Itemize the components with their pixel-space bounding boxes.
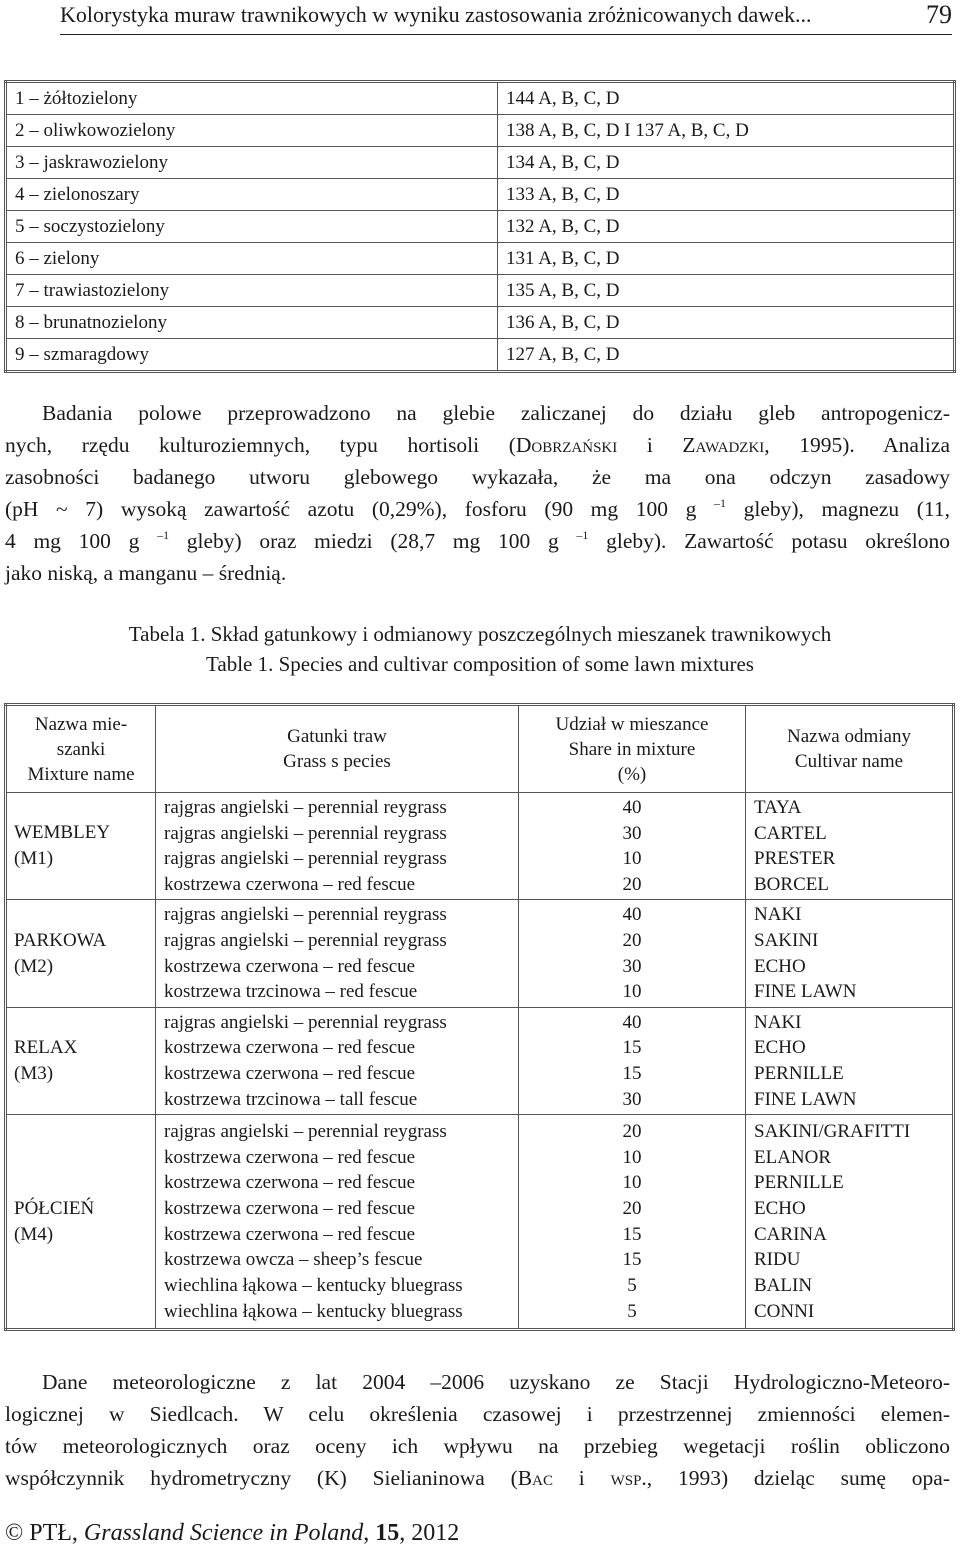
list-item: 20 <box>622 929 642 951</box>
header-share: Udział w mieszance Share in mixture (%) <box>519 705 746 793</box>
list-item: kostrzewa czerwona – red fescue <box>164 1223 416 1245</box>
color-code-cell: 144 A, B, C, D <box>498 82 955 115</box>
text-line: jako niską, a manganu – średnią. <box>5 561 287 585</box>
species-cell <box>156 1115 519 1330</box>
list-item: 10 <box>622 1146 642 1168</box>
color-name-cell: 9 – szmaragdowy <box>6 339 498 372</box>
text-line: współczynnik hydrometryczny (K) Sielianinowa (Bac i wsp., 1993) dzieląc sumę opa- <box>5 1466 950 1490</box>
list-item: kostrzewa czerwona – red fescue <box>164 955 416 977</box>
list-item: wiechlina łąkowa – kentucky bluegrass <box>164 1300 463 1322</box>
paragraph-meteo <box>5 1366 950 1494</box>
list-item: 15 <box>622 1249 642 1271</box>
mixture-row <box>6 793 954 900</box>
list-item: PERNILLE <box>754 1062 844 1084</box>
mixture-name-cell: PÓŁCIEŃ (M4) <box>6 1115 156 1330</box>
table-row <box>6 211 955 243</box>
mixture-table <box>4 703 955 1331</box>
species-cell <box>156 900 519 1007</box>
list-item: 20 <box>622 873 642 895</box>
list-item: kostrzewa trzcinowa – tall fescue <box>164 1088 418 1110</box>
text-line: logicznej w Siedlcach. W celu określenia czasowej i przestrzennej zmienności elemen- <box>5 1402 950 1426</box>
list-item: 10 <box>622 848 642 870</box>
table-header-row <box>6 705 954 793</box>
color-code-cell: 138 A, B, C, D I 137 A, B, C, D <box>498 115 955 147</box>
cultivar-cell <box>746 793 954 900</box>
list-item: kostrzewa czerwona – red fescue <box>164 1062 416 1084</box>
list-item: 40 <box>622 904 642 926</box>
running-title: Kolorystyka muraw trawnikowych w wyniku zastosowania zróżnicowanych dawek... <box>60 2 812 27</box>
list-item: SAKINI <box>754 929 819 951</box>
species-cell <box>156 1007 519 1114</box>
text-line: (pH ~ 7) wysoką zawartość azotu (0,29%), fosforu (90 mg 100 g $^{-1}$ gleby), magnezu (11, <box>5 496 950 521</box>
mixture-name-cell: WEMBLEY (M1) <box>6 793 156 900</box>
table-row <box>6 275 955 307</box>
list-item: 10 <box>622 1172 642 1194</box>
species-cell <box>156 793 519 900</box>
list-item: FINE LAWN <box>754 981 857 1003</box>
list-item: kostrzewa trzcinowa – red fescue <box>164 981 418 1003</box>
list-item: kostrzewa czerwona – red fescue <box>164 1037 416 1059</box>
text-line: 4 mg 100 g $^{-1}$ gleby) oraz miedzi (28,7 mg 100 g $^{-1}$ gleby). Zawartość potasu określono <box>5 528 950 553</box>
mixture-row <box>6 1007 954 1114</box>
list-item: 40 <box>622 1011 642 1033</box>
list-item: SAKINI/GRAFITTI <box>754 1120 911 1142</box>
list-item: 30 <box>622 955 642 977</box>
color-name-cell: 8 – brunatnozielony <box>6 307 498 339</box>
list-item: rajgras angielski – perennial reygrass <box>164 929 447 951</box>
color-code-cell: 136 A, B, C, D <box>498 307 955 339</box>
table-caption-pl: Tabela 1. Skład gatunkowy i odmianowy poszczególnych mieszanek trawnikowych <box>128 622 832 646</box>
list-item: kostrzewa czerwona – red fescue <box>164 1172 416 1194</box>
color-name-cell: 3 – jaskrawozielony <box>6 147 498 179</box>
list-item: 20 <box>622 1197 642 1219</box>
list-item: RIDU <box>754 1249 801 1271</box>
list-item: TAYA <box>754 796 802 818</box>
color-name-cell: 5 – soczystozielony <box>6 211 498 243</box>
share-cell <box>519 900 746 1007</box>
text-line: nych, rzędu kulturoziemnych, typu hortisoli (Dobrzański i Zawadzki, 1995). Analiza <box>5 433 950 457</box>
list-item: BALIN <box>754 1274 813 1296</box>
color-code-cell: 132 A, B, C, D <box>498 211 955 243</box>
color-code-cell: 133 A, B, C, D <box>498 179 955 211</box>
header-mixture-name: Nazwa mie- szanki Mixture name <box>6 705 156 793</box>
cultivar-cell <box>746 1115 954 1330</box>
list-item: CONNI <box>754 1300 815 1322</box>
list-item: PERNILLE <box>754 1172 844 1194</box>
list-item: ECHO <box>754 955 806 977</box>
paragraph-soil <box>5 397 950 589</box>
table-row <box>6 243 955 275</box>
list-item: ECHO <box>754 1037 806 1059</box>
header-grass-species: Gatunki traw Grass s pecies <box>156 705 519 793</box>
cultivar-cell <box>746 1007 954 1114</box>
table-row <box>6 147 955 179</box>
list-item: ELANOR <box>754 1146 832 1168</box>
color-name-cell: 4 – zielonoszary <box>6 179 498 211</box>
table-row <box>6 179 955 211</box>
color-name-cell: 6 – zielony <box>6 243 498 275</box>
list-item: NAKI <box>754 904 802 926</box>
list-item: kostrzewa czerwona – red fescue <box>164 873 416 895</box>
color-code-cell: 135 A, B, C, D <box>498 275 955 307</box>
mixture-name-cell: RELAX (M3) <box>6 1007 156 1114</box>
color-name-cell: 1 – żółtozielony <box>6 82 498 115</box>
list-item: ECHO <box>754 1197 806 1219</box>
text-line: zasobności badanego utworu glebowego wykazała, że ma ona odczyn zasadowy <box>5 465 950 489</box>
list-item: FINE LAWN <box>754 1088 857 1110</box>
cultivar-cell <box>746 900 954 1007</box>
list-item: wiechlina łąkowa – kentucky bluegrass <box>164 1274 463 1296</box>
list-item: kostrzewa czerwona – red fescue <box>164 1197 416 1219</box>
list-item: 15 <box>622 1223 642 1245</box>
list-item: rajgras angielski – perennial reygrass <box>164 822 447 844</box>
header-cultivar-name: Nazwa odmiany Cultivar name <box>746 705 954 793</box>
list-item: NAKI <box>754 1011 802 1033</box>
share-cell <box>519 793 746 900</box>
mixture-row <box>6 1115 954 1330</box>
list-item: rajgras angielski – perennial reygrass <box>164 1120 447 1142</box>
text-line: tów meteorologicznych oraz oceny ich wpływu na przebieg wegetacji roślin obliczono <box>5 1434 950 1458</box>
table-row <box>6 307 955 339</box>
list-item: rajgras angielski – perennial reygrass <box>164 796 447 818</box>
running-header <box>60 0 952 35</box>
list-item: BORCEL <box>754 873 829 895</box>
footer-citation: © PTŁ, Grassland Science in Poland, 15, 2012 <box>5 1520 460 1546</box>
list-item: 15 <box>622 1037 642 1059</box>
color-scale-table <box>4 80 956 373</box>
table-row <box>6 82 955 115</box>
list-item: CARINA <box>754 1223 827 1245</box>
list-item: 10 <box>622 981 642 1003</box>
share-cell <box>519 1115 746 1330</box>
color-code-cell: 134 A, B, C, D <box>498 147 955 179</box>
color-name-cell: 7 – trawiastozielony <box>6 275 498 307</box>
list-item: 40 <box>622 796 642 818</box>
color-code-cell: 127 A, B, C, D <box>498 339 955 372</box>
list-item: kostrzewa czerwona – red fescue <box>164 1146 416 1168</box>
text-line: Badania polowe przeprowadzono na glebie zaliczanej do działu gleb antropogenicz- <box>42 401 950 425</box>
list-item: 5 <box>627 1300 637 1322</box>
list-item: 15 <box>622 1062 642 1084</box>
list-item: 30 <box>622 822 642 844</box>
list-item: rajgras angielski – perennial reygrass <box>164 848 447 870</box>
list-item: CARTEL <box>754 822 827 844</box>
list-item: kostrzewa owcza – sheep’s fescue <box>164 1249 423 1271</box>
page-number: 79 <box>926 0 952 29</box>
color-code-cell: 131 A, B, C, D <box>498 243 955 275</box>
mixture-name-cell: PARKOWA (M2) <box>6 900 156 1007</box>
text-line: Dane meteorologiczne z lat 2004 –2006 uzyskano ze Stacji Hydrologiczno-Meteoro- <box>42 1370 950 1394</box>
list-item: rajgras angielski – perennial reygrass <box>164 1011 447 1033</box>
table-caption-en: Table 1. Species and cultivar composition of some lawn mixtures <box>206 652 754 676</box>
share-cell <box>519 1007 746 1114</box>
list-item: 30 <box>622 1088 642 1110</box>
color-name-cell: 2 – oliwkowozielony <box>6 115 498 147</box>
list-item: 20 <box>622 1120 642 1142</box>
list-item: rajgras angielski – perennial reygrass <box>164 904 447 926</box>
list-item: 5 <box>627 1274 637 1296</box>
list-item: PRESTER <box>754 848 836 870</box>
table-row <box>6 115 955 147</box>
mixture-row <box>6 900 954 1007</box>
table-row <box>6 339 955 372</box>
